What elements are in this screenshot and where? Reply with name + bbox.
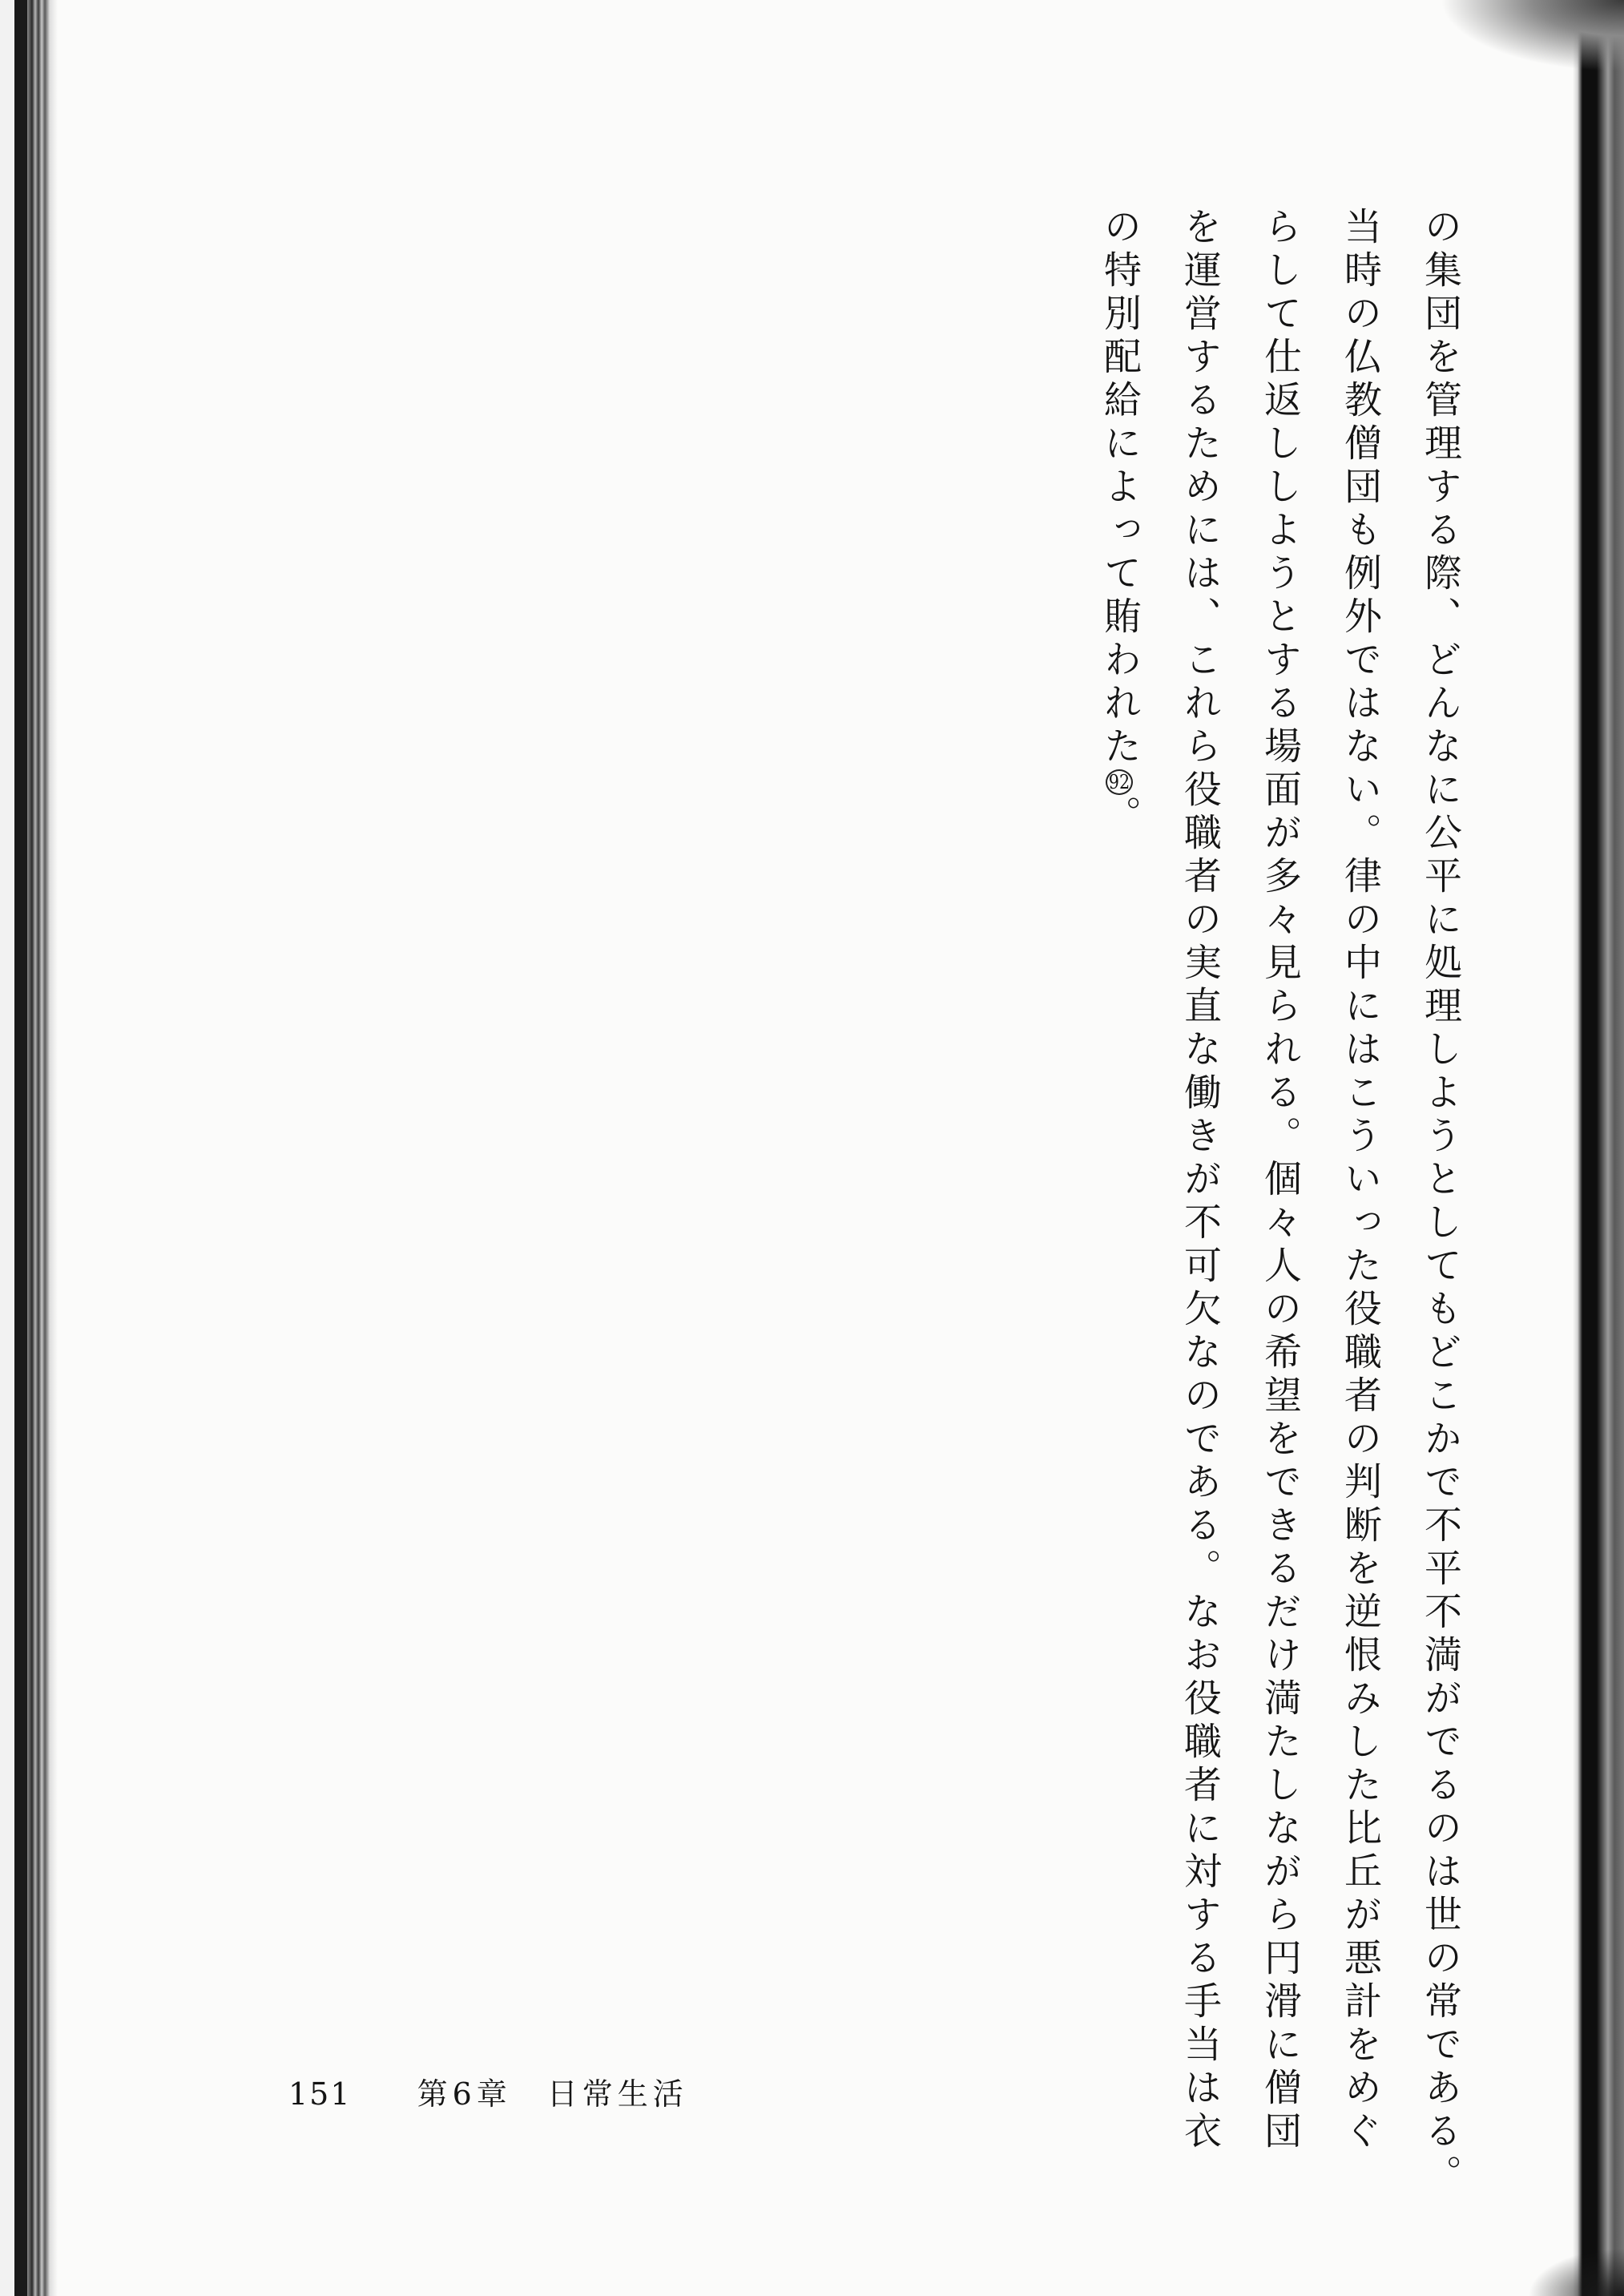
page-number: 151 xyxy=(288,2076,352,2112)
text-column-5-end: 。 xyxy=(1098,795,1142,838)
page-corner-shadow-bottom xyxy=(1528,2248,1624,2296)
page-footer xyxy=(288,2069,688,2113)
body-text xyxy=(1079,207,1480,2197)
text-column-5-text: の特別配給によって賄われた xyxy=(1098,207,1142,769)
text-column-1: の集団を管理する際、どんなに公平に処理しようとしてもどこかで不平不満がでるのは世の常である。 xyxy=(1418,207,1462,2197)
page-corner-shadow-top xyxy=(1440,0,1624,72)
text-column-5 xyxy=(1079,207,1159,1633)
running-head: 第6章 日常生活 xyxy=(417,2076,688,2112)
text-column-2: 当時の仏教僧団も例外ではない。律の中にはこういった役職者の判断を逆恨みした比丘が悪計をめぐ xyxy=(1338,207,1382,2154)
page-edge-shadow xyxy=(1573,0,1624,2296)
footnote-reference[interactable]: 92 xyxy=(1106,769,1133,795)
text-column-3: らして仕返ししようとする場面が多々見られる。個々人の希望をできるだけ満たしながら円滑に僧団 xyxy=(1258,207,1302,2154)
binding-gutter xyxy=(0,0,58,2296)
text-column-4: を運営するためには、これら役職者の実直な働きが不可欠なのである。なお役職者に対する手当は衣 xyxy=(1178,207,1222,2154)
